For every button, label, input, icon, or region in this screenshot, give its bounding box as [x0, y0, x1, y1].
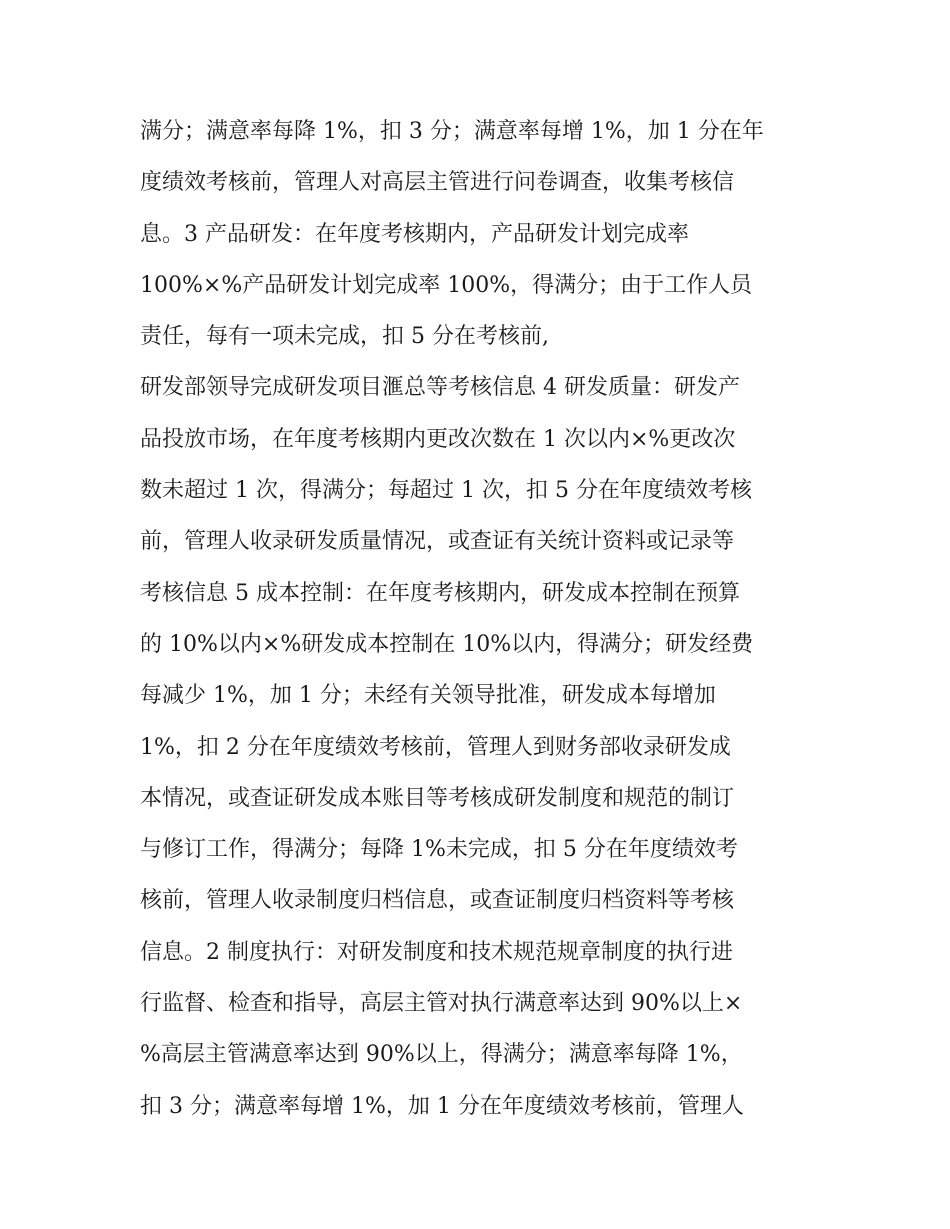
text-line: 品投放市场，在年度考核期内更改次数在 1 次以内×%更改次: [140, 426, 736, 452]
text-line: 息。3 产品研发：在年度考核期内，产品研发计划完成率: [140, 221, 689, 247]
text-line: 信息。2 制度执行：对研发制度和技术规范规章制度的执行进: [140, 939, 733, 965]
text-line: 扣 3 分；满意率每增 1%，加 1 分在年度绩效考核前，管理人: [140, 1093, 744, 1119]
text-line: 核前，管理人收录制度归档信息，或查证制度归档资料等考核: [140, 888, 735, 914]
text-line: 满分；满意率每降 1%，扣 3 分；满意率每增 1%，加 1 分在年: [140, 119, 764, 144]
text-line: 责任，每有一项未完成，扣 5 分在考核前,: [140, 324, 549, 350]
text-line: 前，管理人收录研发质量情况，或查证有关统计资料或记录等: [140, 529, 735, 555]
text-line: 研发部领导完成研发项目滙总等考核信息 4 研发质量：研发产: [140, 375, 740, 401]
text-line: 的 10%以内×%研发成本控制在 10%以内，得满分；研发经费: [140, 631, 754, 657]
text-line: 行监督、检查和指导，高层主管对执行满意率达到 90%以上×: [140, 991, 743, 1017]
text-line: 考核信息 5 成本控制：在年度考核期内，研发成本控制在预算: [140, 580, 740, 606]
text-line: 与修订工作，得满分；每降 1%未完成，扣 5 分在年度绩效考: [140, 837, 738, 863]
document-body: [140, 106, 820, 1132]
text-line: 度绩效考核前，管理人对高层主管进行问卷调查，收集考核信: [140, 170, 735, 196]
text-line: 100%×%产品研发计划完成率 100%，得满分；由于工作人员: [140, 272, 753, 298]
text-line: %高层主管满意率达到 90%以上，得满分；满意率每降 1%，: [140, 1042, 743, 1068]
text-line: 数未超过 1 次，得满分；每超过 1 次，扣 5 分在年度绩效考核: [140, 478, 752, 504]
text-line: 本情况，或查证研发成本账目等考核成研发制度和规范的制订: [140, 785, 735, 811]
text-line: 每减少 1%，加 1 分；未经有关领导批准，研发成本每增加: [140, 683, 716, 709]
text-line: 1%，扣 2 分在年度绩效考核前，管理人到财务部收录研发成: [140, 734, 731, 760]
